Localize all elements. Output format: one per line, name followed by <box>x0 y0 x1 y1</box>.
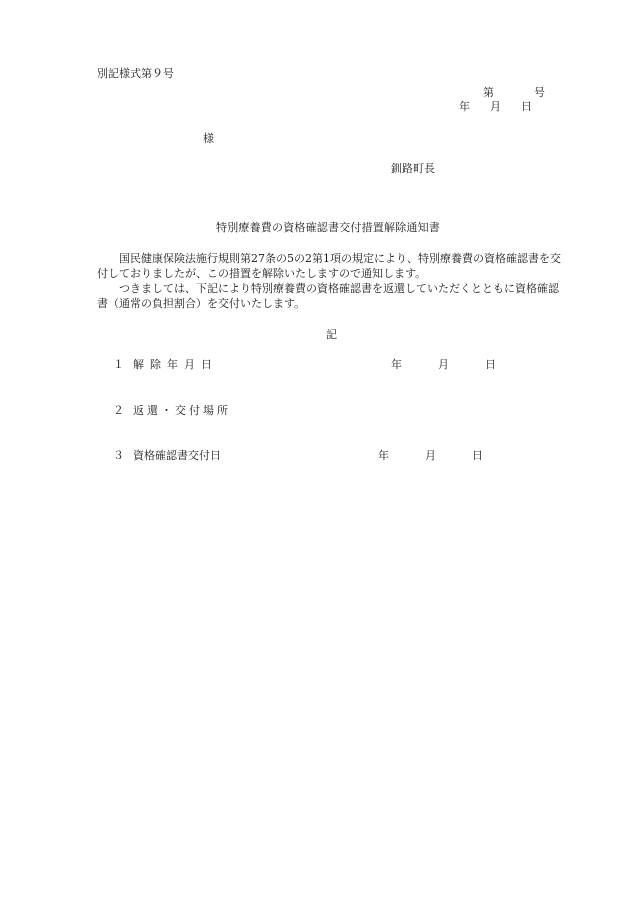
item-date-fill <box>378 450 483 461</box>
document-number-line <box>483 87 545 98</box>
item-date-year: 年 <box>378 449 389 462</box>
ki-heading: 記 <box>326 328 337 341</box>
item-date-month: 月 <box>425 449 436 462</box>
item-number: ３ <box>113 449 124 462</box>
document-title: 特別療養費の資格確認書交付措置解除通知書 <box>216 221 440 234</box>
item-release-date <box>113 358 496 371</box>
item-return-place <box>113 405 231 416</box>
item-label: 資格確認書交付日 <box>133 449 221 462</box>
item-date-fill <box>391 359 496 370</box>
body-text <box>97 251 567 311</box>
item-issue-date <box>113 449 483 462</box>
issuer-name: 釧路町長 <box>391 162 435 175</box>
issue-date-month: 月 <box>490 100 501 113</box>
issue-date-line <box>459 101 532 112</box>
issue-date-year: 年 <box>459 100 470 113</box>
form-label: 別記様式第９号 <box>97 67 174 80</box>
item-date-year: 年 <box>391 358 402 371</box>
item-number: １ <box>113 358 124 371</box>
item-label: 返還・交付場所 <box>133 404 231 417</box>
number-suffix: 号 <box>534 86 545 99</box>
body-paragraph-2: つきましては、下記により特別療養費の資格確認書を返還していただくとともに資格確認書（通常の負担割合）を交付いたします。 <box>97 282 559 310</box>
item-date-month: 月 <box>438 358 449 371</box>
item-label: 解除年月日 <box>133 358 218 371</box>
number-prefix: 第 <box>483 86 494 99</box>
item-date-day: 日 <box>485 358 496 371</box>
addressee-honorific: 様 <box>203 132 214 145</box>
body-paragraph-1: 国民健康保険法施行規則第27条の5の2第1項の規定により、特別療養費の資格確認書を交付しておりましたが、この措置を解除いたしますので通知します。 <box>97 252 561 280</box>
item-number: ２ <box>113 404 124 417</box>
item-date-day: 日 <box>472 449 483 462</box>
issue-date-day: 日 <box>521 100 532 113</box>
